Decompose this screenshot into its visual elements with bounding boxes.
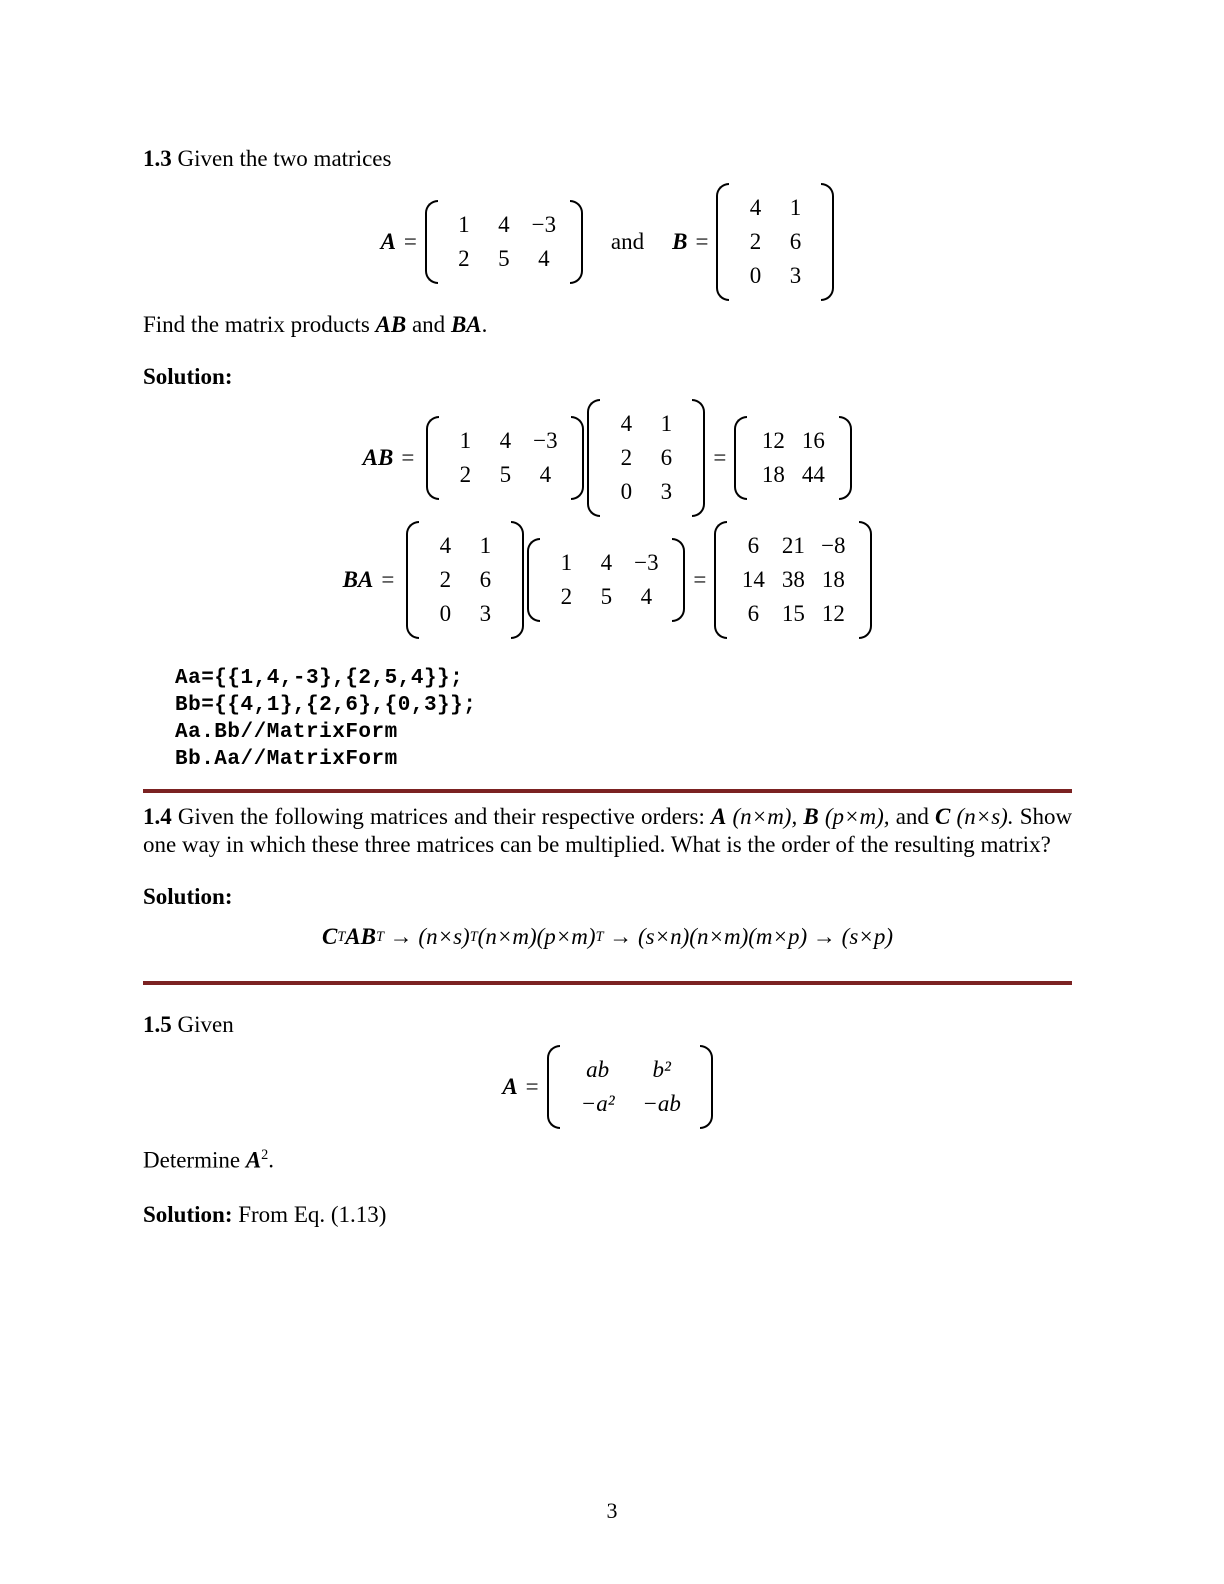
matrix-b-definition [672, 183, 834, 301]
matrix-row [753, 424, 833, 458]
a-squared-var: A [245, 1147, 262, 1173]
matrix-b-factor [406, 521, 524, 639]
matrix-a-label: A [380, 229, 396, 254]
matrix-cell: ab [586, 1057, 610, 1082]
right-paren-icon [692, 399, 705, 517]
problem-1-5-number: 1.5 [143, 1012, 172, 1037]
matrix-cell: 3 [479, 601, 492, 626]
matrix-ba-result [714, 521, 872, 639]
matrix-cell: 12 [761, 428, 785, 453]
code-line: Aa={{1,4,-3},{2,5,4}}; [175, 667, 464, 690]
matrix-cell: 6 [747, 533, 760, 558]
matrix-cell: 4 [439, 533, 452, 558]
equals-sign: = [525, 1074, 539, 1099]
right-paren-icon [839, 416, 852, 500]
matrix-a-factor [527, 538, 685, 622]
section-divider-rule [143, 789, 1072, 793]
matrix-cell: 4 [749, 195, 762, 220]
matrix-row [733, 597, 853, 631]
matrix-cell: 15 [781, 601, 805, 626]
equals-sign: = [401, 445, 415, 470]
left-paren-icon [426, 416, 439, 500]
solution-1-5-line [143, 1201, 1072, 1229]
matrix-cell: 4 [600, 550, 613, 575]
ba-equation-label [343, 566, 403, 594]
matrix-cell: 1 [459, 428, 472, 453]
matrix-cell: 0 [749, 263, 762, 288]
section-divider-rule [143, 981, 1072, 985]
matrix-a-factor-body [439, 416, 571, 500]
var-a: A [711, 804, 727, 829]
matrix-row [425, 597, 505, 631]
problem-1-3-heading [143, 145, 1072, 173]
matrix-cell: 4 [539, 462, 552, 487]
matrix-cell: 21 [781, 533, 805, 558]
transpose-sup: T [595, 929, 604, 945]
matrix-b-factor [587, 399, 705, 517]
matrix-cell: 3 [660, 479, 673, 504]
right-paren-icon [511, 521, 524, 639]
matrix-cell: −a² [580, 1091, 615, 1116]
ab-symbol: AB [375, 312, 407, 337]
equals-sign: = [403, 229, 417, 254]
matrix-row [445, 424, 565, 458]
matrix-row [546, 546, 666, 580]
order-chain-1: → (n×s) [389, 924, 470, 949]
matrix-a-symbolic [547, 1045, 713, 1129]
matrix-cell: 1 [560, 550, 573, 575]
var-c: C [935, 804, 951, 829]
matrix-row [606, 407, 686, 441]
determine-pre-text: Determine [143, 1147, 241, 1173]
matrix-cell: 5 [498, 246, 510, 271]
problem-1-5-heading [143, 1011, 1072, 1039]
matrix-cell: 2 [459, 462, 472, 487]
matrix-a-factor-body [540, 538, 672, 622]
and-word: and [610, 229, 645, 254]
matrix-a-definition [381, 200, 583, 284]
matrix-row [606, 475, 686, 509]
matrix-cell: 4 [620, 411, 633, 436]
left-paren-icon [527, 538, 540, 622]
matrix-cell: 1 [458, 212, 470, 237]
problem-1-3-intro: Given the two matrices [177, 146, 392, 171]
equation-ab-product [143, 399, 1072, 517]
matrix-a-body [438, 200, 570, 284]
problem-1-4-number: 1.4 [143, 804, 172, 829]
solution-label-text: Solution: [143, 1201, 233, 1227]
matrix-cell: 2 [620, 445, 633, 470]
left-paren-icon [734, 416, 747, 500]
matrix-cell: 2 [439, 567, 452, 592]
determine-period: . [268, 1147, 275, 1173]
equals-sign: = [381, 567, 395, 592]
find-pre-text: Find the matrix products [143, 312, 370, 337]
transpose-sup: T [469, 929, 478, 945]
matrix-a-label: A [502, 1074, 518, 1099]
matrix-cell: 6 [660, 445, 673, 470]
left-paren-icon [406, 521, 419, 639]
matrix-b-label: B [672, 229, 688, 254]
matrix-row [735, 191, 815, 225]
solution-1-5-rest: From Eq. (1.13) [238, 1201, 387, 1227]
matrix-row [425, 529, 505, 563]
transpose-sup: T [337, 929, 346, 945]
determine-line [143, 1141, 1072, 1175]
order-chain-3: → (s×n)(n×m)(m×p) → (s×p) [609, 924, 893, 949]
matrix-cell: 1 [660, 411, 673, 436]
matrix-cell: −8 [821, 533, 846, 558]
matrix-cell: 4 [499, 428, 512, 453]
find-period: . [481, 312, 488, 337]
equals-sign: = [695, 229, 709, 254]
problem-1-4-text-2: Show one way in which these three matrices can be multiplied. What is the order of the resulting matrix? [143, 804, 1073, 857]
matrix-row [753, 458, 833, 492]
matrix-cell: 2 [749, 229, 762, 254]
matrix-cell: 4 [640, 584, 653, 609]
matrix-cell: 6 [789, 229, 802, 254]
matrix-cell: 14 [741, 567, 765, 592]
right-paren-icon [700, 1045, 713, 1129]
squared-sup: 2 [261, 1147, 269, 1163]
matrix-row [735, 259, 815, 293]
page-number: 3 [606, 1498, 618, 1523]
right-paren-icon [672, 538, 685, 622]
matrix-row [546, 580, 666, 614]
matrix-ba-result-body [727, 521, 859, 639]
var-b: B [803, 804, 819, 829]
matrix-row [566, 1087, 694, 1121]
right-paren-icon [859, 521, 872, 639]
matrix-row [733, 529, 853, 563]
matrix-cell: 18 [761, 462, 785, 487]
matrix-row [444, 242, 564, 276]
matrix-cell: 3 [789, 263, 802, 288]
code-line: Bb.Aa//MatrixForm [175, 748, 398, 771]
solution-label-text: Solution: [143, 364, 233, 389]
matrix-cell: 16 [801, 428, 825, 453]
matrix-row [566, 1053, 694, 1087]
matrix-cell: 2 [458, 246, 470, 271]
right-paren-icon [571, 416, 584, 500]
equals-sign: = [713, 445, 727, 470]
matrix-cell: 5 [600, 584, 613, 609]
matrix-cell: 38 [781, 567, 805, 592]
matrix-cell: 12 [821, 601, 845, 626]
problem-1-3-number: 1.3 [143, 146, 172, 171]
problem-1-5-intro: Given [177, 1012, 234, 1037]
order-a: (n×m), [732, 804, 798, 829]
code-line: Bb={{4,1},{2,6},{0,3}}; [175, 694, 477, 717]
matrix-cell: 2 [560, 584, 573, 609]
matrix-cell: 0 [439, 601, 452, 626]
c-transpose: C [322, 924, 338, 949]
problem-1-4-paragraph [143, 803, 1072, 859]
ba-label-text: BA [342, 567, 374, 592]
matrix-cell: 44 [801, 462, 825, 487]
equation-given-matrices [143, 183, 1072, 301]
matrix-cell: −3 [531, 212, 557, 237]
solution-label-text: Solution: [143, 884, 233, 909]
matrix-cell: 6 [479, 567, 492, 592]
left-paren-icon [716, 183, 729, 301]
right-paren-icon [570, 200, 583, 284]
matrix-row [606, 441, 686, 475]
matrix-ab-result-body [747, 416, 839, 500]
matrix-row [425, 563, 505, 597]
matrix-row [733, 563, 853, 597]
matrix-cell: 5 [499, 462, 512, 487]
order-b: (p×m), [824, 804, 890, 829]
ab-label-text: AB [362, 445, 394, 470]
matrix-cell: −ab [642, 1091, 681, 1116]
equation-ba-product [143, 521, 1072, 639]
matrix-a-symbolic-body [560, 1045, 700, 1129]
matrix-row [445, 458, 565, 492]
find-products-line [143, 311, 1072, 339]
matrix-cell: b² [652, 1057, 671, 1082]
mathematica-code-block [175, 665, 1072, 773]
matrix-row [444, 208, 564, 242]
matrix-cell: 0 [620, 479, 633, 504]
ab-transpose: AB [345, 924, 376, 949]
matrix-ab-result [734, 416, 852, 500]
equation-1-4-solution [143, 923, 1072, 951]
left-paren-icon [425, 200, 438, 284]
matrix-a-factor [426, 416, 584, 500]
matrix-cell: 4 [538, 246, 550, 271]
transpose-sup: T [375, 929, 384, 945]
matrix-cell: 6 [747, 601, 760, 626]
matrix-cell: 1 [479, 533, 492, 558]
order-c: (n×s). [956, 804, 1014, 829]
matrix-b-factor-body [419, 521, 511, 639]
left-paren-icon [587, 399, 600, 517]
matrix-a [425, 200, 583, 284]
equation-1-5-given [143, 1045, 1072, 1129]
matrix-row [735, 225, 815, 259]
solution-1-4-label [143, 883, 1072, 911]
matrix-b [716, 183, 834, 301]
and-word: and [895, 804, 929, 829]
ba-symbol: BA [450, 312, 482, 337]
find-mid-text: and [411, 312, 446, 337]
matrix-cell: −3 [533, 428, 558, 453]
right-paren-icon [821, 183, 834, 301]
matrix-b-body [729, 183, 821, 301]
left-paren-icon [547, 1045, 560, 1129]
left-paren-icon [714, 521, 727, 639]
equals-sign: = [693, 567, 707, 592]
matrix-cell: −3 [634, 550, 659, 575]
problem-1-4-text-1: Given the following matrices and their respective orders: [177, 804, 705, 829]
order-chain-2: (n×m)(p×m) [477, 924, 596, 949]
solution-1-3-label [143, 363, 1072, 391]
matrix-cell: 1 [789, 195, 802, 220]
matrix-cell: 4 [498, 212, 510, 237]
matrix-cell: 18 [821, 567, 845, 592]
code-line: Aa.Bb//MatrixForm [175, 721, 398, 744]
matrix-b-factor-body [600, 399, 692, 517]
ab-equation-label [363, 444, 423, 472]
